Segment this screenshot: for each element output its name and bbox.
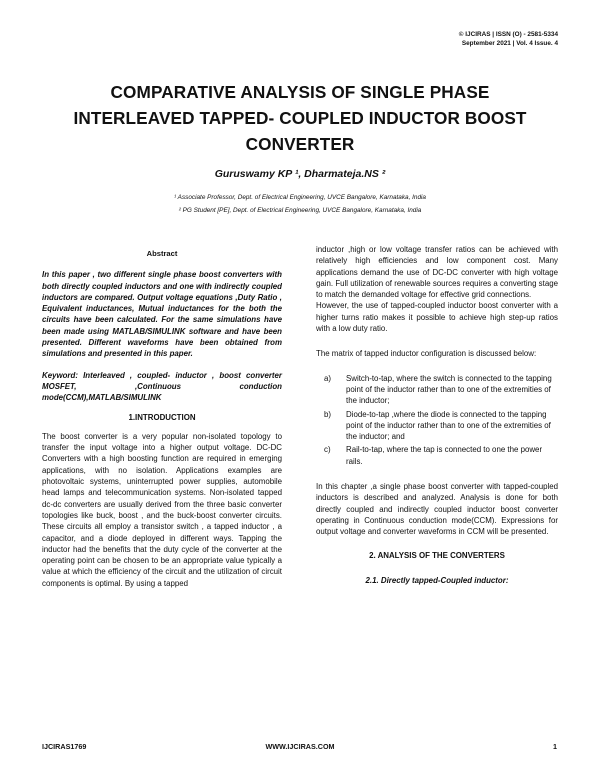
list-marker: b) <box>324 409 332 419</box>
footer-website: WWW.IJCIRAS.COM <box>265 742 335 751</box>
intro-continued-paragraph: inductor ,high or low voltage transfer ratios can be achieved with relatively high efficiencies and low component cost. Many applications demand the use of DC-DC converter with high voltage gain. Full utilization of renewable sources requires a converting stage to match the demanded voltage for effective grid connections. <box>316 245 558 300</box>
title-line-2: INTERLEAVED TAPPED- COUPLED INDUCTOR BOOST <box>73 108 527 128</box>
journal-issue: September 2021 | Vol. 4 Issue. 4 <box>461 40 558 47</box>
keywords: Keyword: Interleaved , coupled- inductor , boost converter MOSFET, ,Continuous conduction mode(CCM),MATLAB/SIMULINK <box>42 370 282 403</box>
chapter-paragraph: In this chapter ,a single phase boost converter with tapped-coupled inductors is described and analyzed. Analysis is done for both directly coupled and indirectly coupled inductor boost converter operating in Continuous conduction mode(CCM). Expressions for output voltage and converter waveforms in CCM will be presented. <box>316 482 558 537</box>
journal-issn: © IJCIRAS | ISSN (O) - 2581-5334 <box>458 31 558 38</box>
footer-paper-id: IJCIRAS1769 <box>42 742 87 751</box>
list-item <box>316 409 558 443</box>
subsection-2-1-heading: 2.1. Directly tapped-Coupled inductor: <box>365 575 509 585</box>
affiliation-1: ¹ Associate Professor, Dept. of Electrical Engineering, UVCE Bangalore, Karnataka, India <box>174 194 426 201</box>
list-item <box>316 373 558 407</box>
list-item-text: Diode-to-tap ,where the diode is connected to the tapping point of the inductor rather than to one of the extremities of the inductor; and <box>346 409 551 442</box>
list-item-text: Switch-to-tap, where the switch is connected to the tapping point of the inductor rather than to one of the extremities of the inductor; <box>346 373 552 406</box>
title-line-1: COMPARATIVE ANALYSIS OF SINGLE PHASE <box>110 82 490 102</box>
list-marker: a) <box>324 373 332 383</box>
title-line-3: CONVERTER <box>245 134 355 154</box>
affiliation-2: ² PG Student [PE], Dept. of Electrical Engineering, UVCE Bangalore, Karnataka, India <box>178 207 422 214</box>
list-item <box>316 444 558 467</box>
list-marker: c) <box>324 445 331 455</box>
paper-title <box>40 79 560 157</box>
list-item-text: Rail-to-tap, where the tap is connected to one the power rails. <box>346 445 543 466</box>
footer-page-number: 1 <box>553 742 557 751</box>
left-column <box>42 248 282 589</box>
configuration-list <box>316 373 558 467</box>
introduction-text: The boost converter is a very popular non-isolated topology to transfer the input voltage into a higher output voltage. DC-DC Converters with a high boosting function are required in emerging applications, with no isolation. Applications examples are photovoltaic systems, uninterrupted power supplies, automobile head lamps and telecommunication systems. Non-isolated tapped dc-dc converters are usually derived from the three basic converter topologies like buck, boost , and the buck-boost converter circuits. These circuits all employ a transistor switch , a tapped inductor , a capacitor, and a diode deployed in different ways. Tapping the inductor had the benefits that the duty cycle of the converter at the operating point can be chosen to be an appropriate value typically a value at which the efficiency of the circuit and the utilization of circuit components is optimal. By using a tapped <box>42 431 282 588</box>
abstract-heading: Abstract <box>146 249 178 258</box>
matrix-intro-paragraph: The matrix of tapped inductor configuration is discussed below: <box>316 349 537 359</box>
right-column <box>316 244 558 594</box>
authors: Guruswamy KP ¹, Dharmateja.NS ² <box>214 168 386 180</box>
introduction-heading: 1.INTRODUCTION <box>128 412 196 422</box>
abstract-text: In this paper , two different single phase boost converters with both directly coupled inductors and one with indirectly coupled inductors are compared. Output voltage equations ,Duty Ratio , Equivalent inductances, Mutual inductances for the both the circuits have been calculated. For the same simulations have been made using MATLAB/SIMULINK software and have been presented. Different waveforms have been obtained from simulations and presented in this paper. <box>42 270 282 359</box>
tapped-inductor-paragraph: However, the use of tapped-coupled inductor boost converter with a higher turns ratio makes it possible to achieve high step-up ratios with a low duty ratio. <box>316 301 558 334</box>
section-2-heading: 2. ANALYSIS OF THE CONVERTERS <box>369 550 505 560</box>
journal-header <box>459 30 558 48</box>
